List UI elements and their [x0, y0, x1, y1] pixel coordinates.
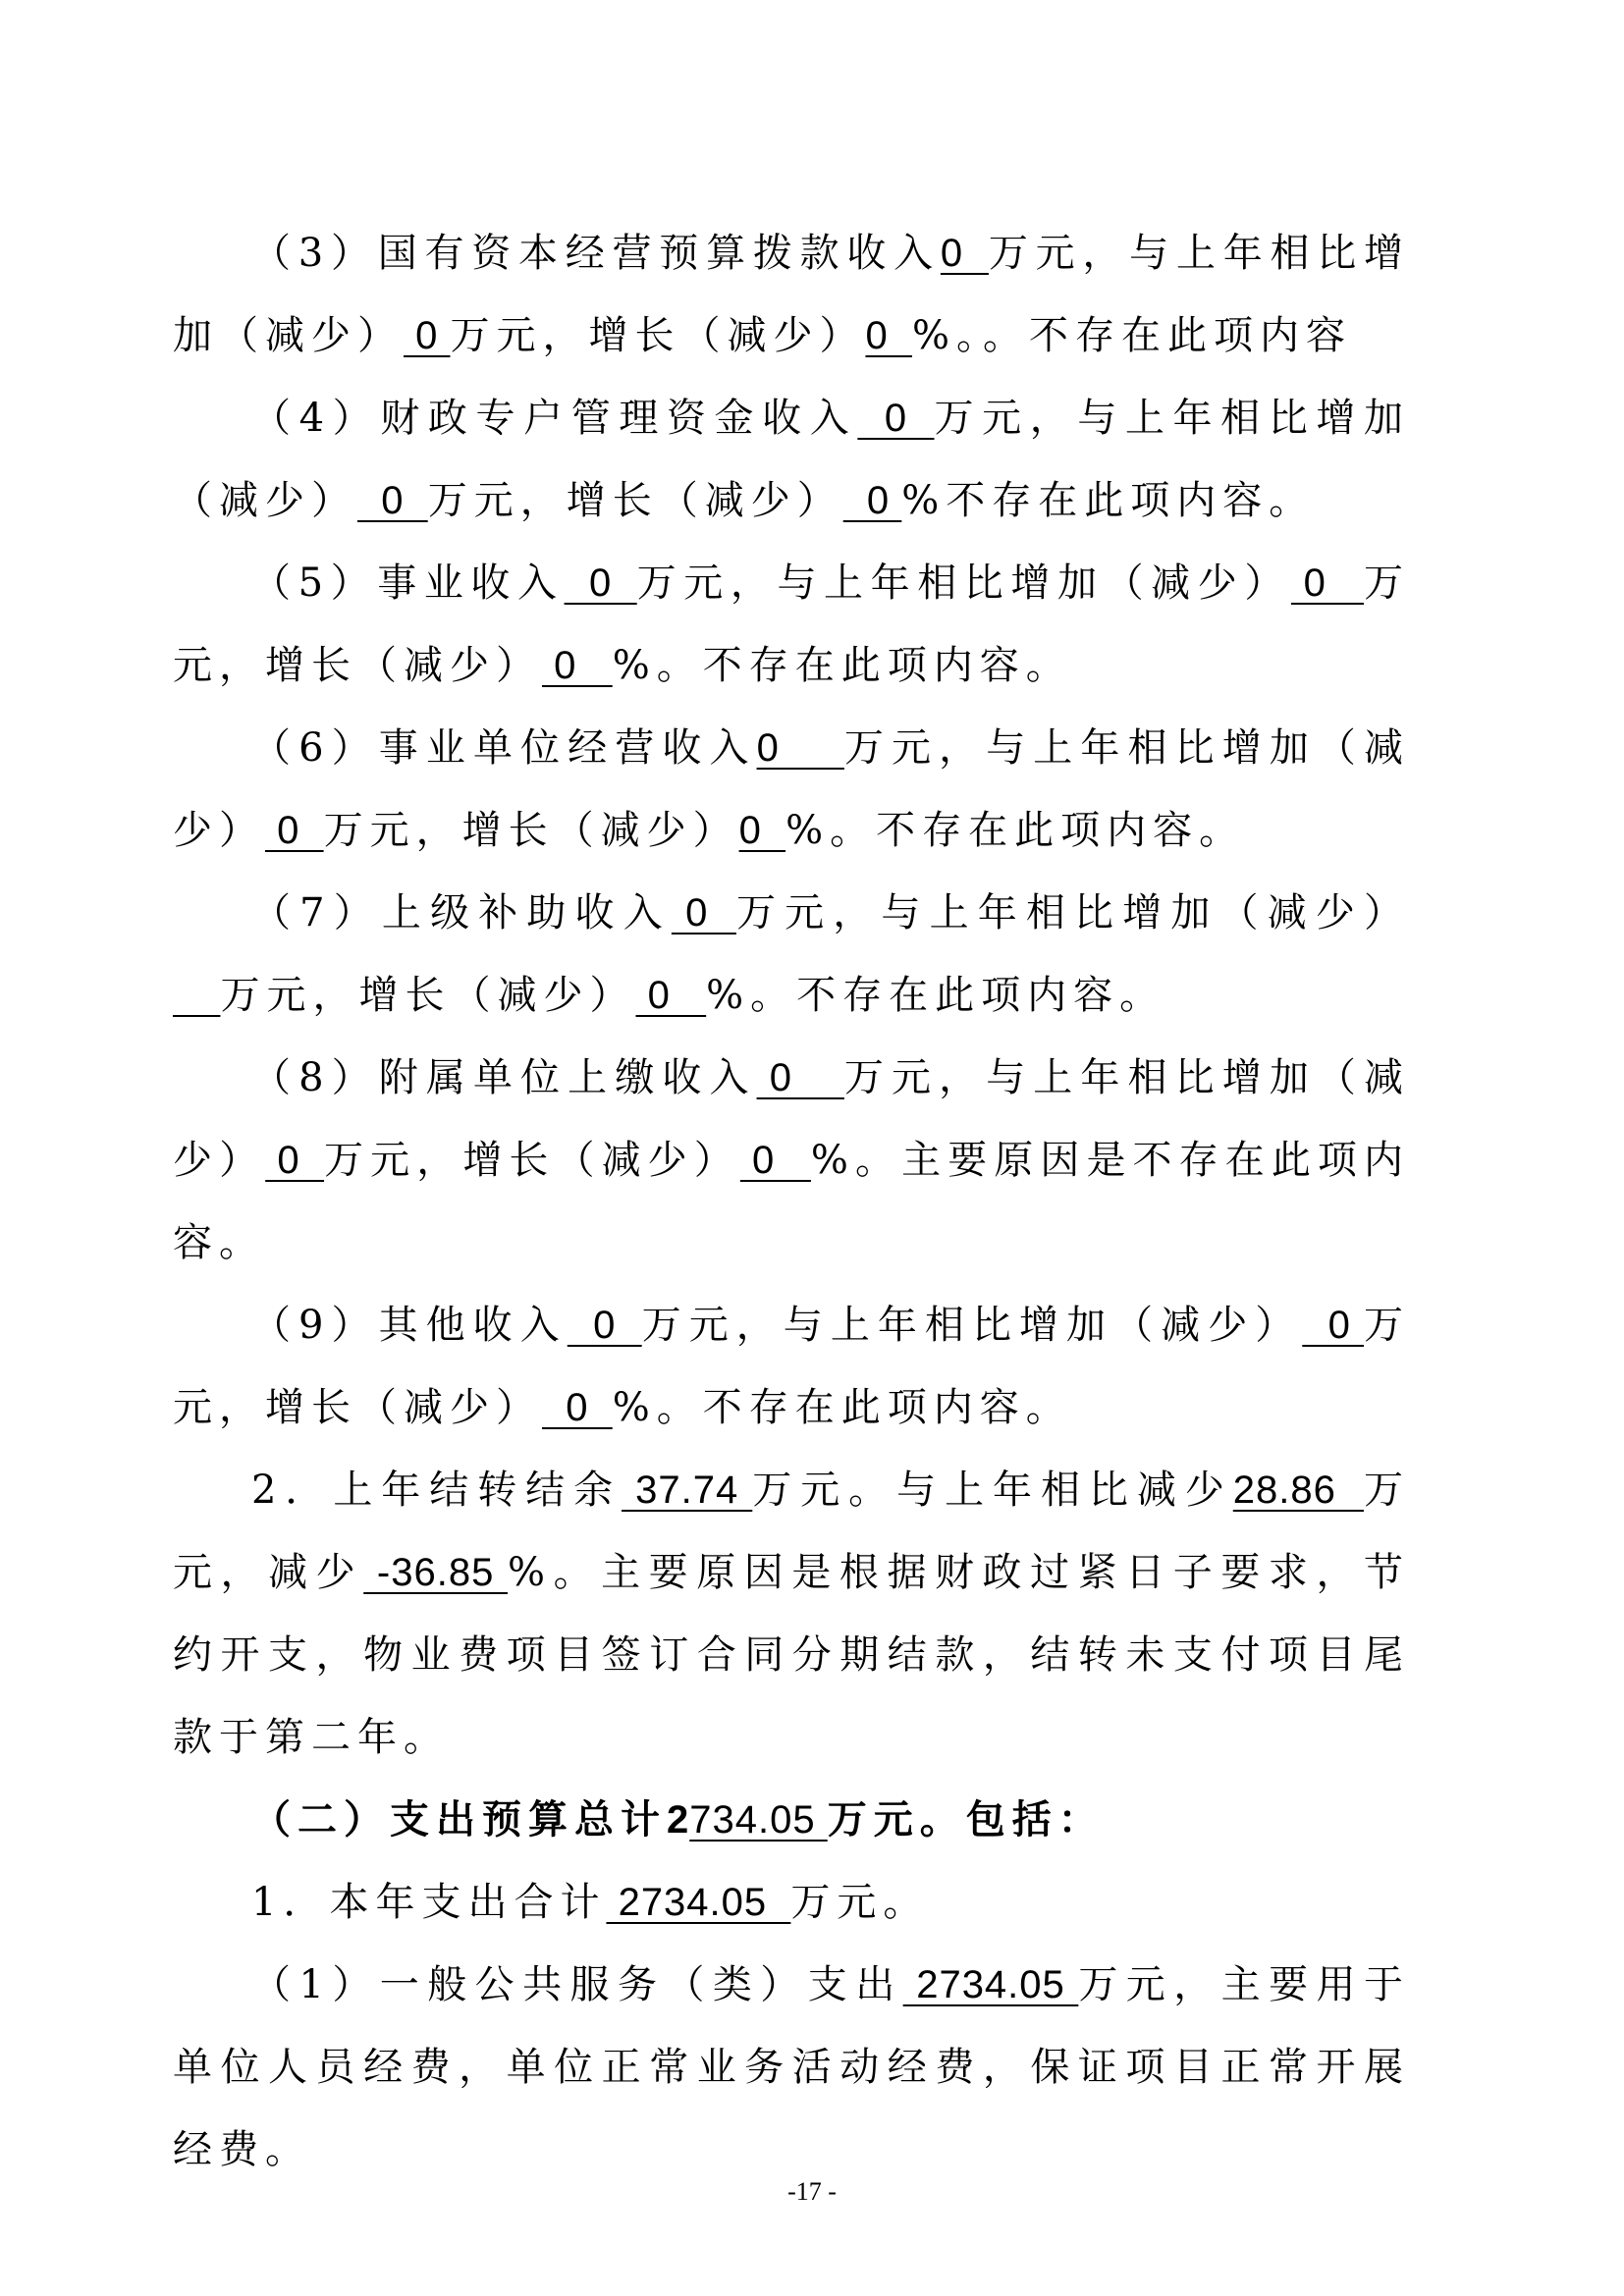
text: 万元，与上年相比增加（减少）: [173, 396, 1410, 523]
amount-field: 734.05: [689, 1798, 828, 1842]
paragraph-fiscal-account-income: [173, 377, 1410, 542]
percent-field: 0: [635, 974, 707, 1017]
change-field: 0: [404, 314, 451, 357]
percent-field: 0: [739, 1139, 811, 1182]
text: %。主要原因是根据财政过紧日子要求，节约开支，物业费项目签订合同分期结款，结转未支付项目尾款于第二年。: [173, 1550, 1411, 1760]
text: %不存在此项内容。: [901, 478, 1316, 523]
text: 万元，与上年相比增加（减少）: [641, 1303, 1303, 1348]
change-field: 0: [1302, 1304, 1365, 1347]
text: （7）上级补助收入: [251, 890, 672, 935]
amount-field: 0: [564, 561, 637, 605]
paragraph-carryover: [173, 1449, 1410, 1779]
paragraph-expense-total: [173, 1861, 1410, 1944]
text: 万元，与上年相比增加（减少）: [173, 725, 1411, 853]
paragraph-state-capital-income: [173, 212, 1410, 377]
text: 万元，增长（减少）: [427, 478, 843, 523]
text: 万元，增长（减少）: [173, 561, 1411, 688]
text: 万元，增长（减少）: [324, 1138, 740, 1183]
text: （8）附属单位上缴收入: [251, 1055, 757, 1100]
paragraph-operating-income: [173, 707, 1410, 872]
percent-field: 0: [738, 809, 786, 852]
text: 万元，与上年相比增加（减少）: [173, 1055, 1411, 1183]
text: 1．本年支出合计: [251, 1880, 607, 1925]
amount-field: 2734.05: [606, 1881, 791, 1924]
text: 万元，与上年相比增加（减少）: [173, 231, 1410, 358]
percent-field: 0: [542, 644, 613, 687]
text: （1）一般公共服务（类）支出: [251, 1962, 903, 2007]
percent-field: -36.85: [363, 1551, 508, 1594]
text: （5）事业收入: [251, 561, 565, 606]
percent-field: 0: [542, 1386, 613, 1429]
change-field: [173, 974, 220, 1017]
text: 万元。: [790, 1880, 930, 1925]
amount-field: 0: [756, 1056, 844, 1099]
text: 万元。包括：: [827, 1796, 1105, 1842]
text: %。不存在此项内容。: [612, 643, 1072, 688]
amount-field: 0: [671, 891, 736, 934]
amount-field: 0: [857, 397, 935, 440]
text: 万元，增长（减少）: [450, 313, 866, 358]
text: 万元，主要用于单位人员经费，单位正常业务活动经费，保证项目正常开展经费。: [173, 1962, 1410, 2172]
text: %。不存在此项内容。: [612, 1385, 1072, 1430]
paragraph-superior-subsidy: [173, 872, 1410, 1037]
text: %。。不存在此项内容: [911, 313, 1352, 358]
change-field: 0: [1290, 561, 1365, 605]
change-field: 0: [265, 809, 324, 852]
text: （6）事业单位经营收入: [251, 725, 757, 771]
amount-field: 0: [567, 1304, 642, 1347]
text: （4）财政专户管理资金收入: [251, 396, 858, 441]
text: 万元。与上年相比减少: [752, 1468, 1233, 1513]
paragraph-affiliated-units: [173, 1037, 1410, 1284]
text: 万元，增长（减少）: [220, 973, 636, 1018]
amount-field: 2734.05: [902, 1963, 1079, 2006]
amount-field: 37.74: [622, 1468, 753, 1512]
text: 万元，增长（减少）: [173, 1303, 1411, 1430]
change-field: 0: [265, 1139, 325, 1182]
paragraph-other-income: [173, 1284, 1410, 1449]
paragraph-general-public-service: [173, 1944, 1410, 2191]
amount-field: 0: [940, 232, 989, 275]
change-field: 28.86: [1232, 1468, 1365, 1512]
amount-digit: 2: [667, 1798, 690, 1842]
text: %。主要原因是不存在此项内容。: [173, 1138, 1411, 1265]
percent-field: 0: [842, 479, 902, 522]
text: 万元，减少: [173, 1468, 1411, 1595]
text: 万元，增长（减少）: [323, 808, 739, 853]
text: 2．上年结转结余: [251, 1468, 623, 1513]
text: （二）支出预算总计: [251, 1796, 667, 1842]
percent-field: 0: [865, 314, 912, 357]
section-heading-expense-budget: [173, 1779, 1410, 1861]
text: （9）其他收入: [251, 1303, 568, 1348]
text: %。不存在此项内容。: [706, 973, 1166, 1018]
text: %。不存在此项内容。: [785, 808, 1246, 853]
text: （3）国有资本经营预算拨款收入: [251, 231, 941, 276]
text: 万元，与上年相比增加（减少）: [735, 890, 1410, 935]
amount-field: 0: [756, 726, 844, 770]
paragraph-business-income: [173, 542, 1410, 707]
page-number: -17 -: [787, 2177, 837, 2206]
text: 万元，与上年相比增加（减少）: [636, 561, 1291, 606]
change-field: 0: [357, 479, 428, 522]
